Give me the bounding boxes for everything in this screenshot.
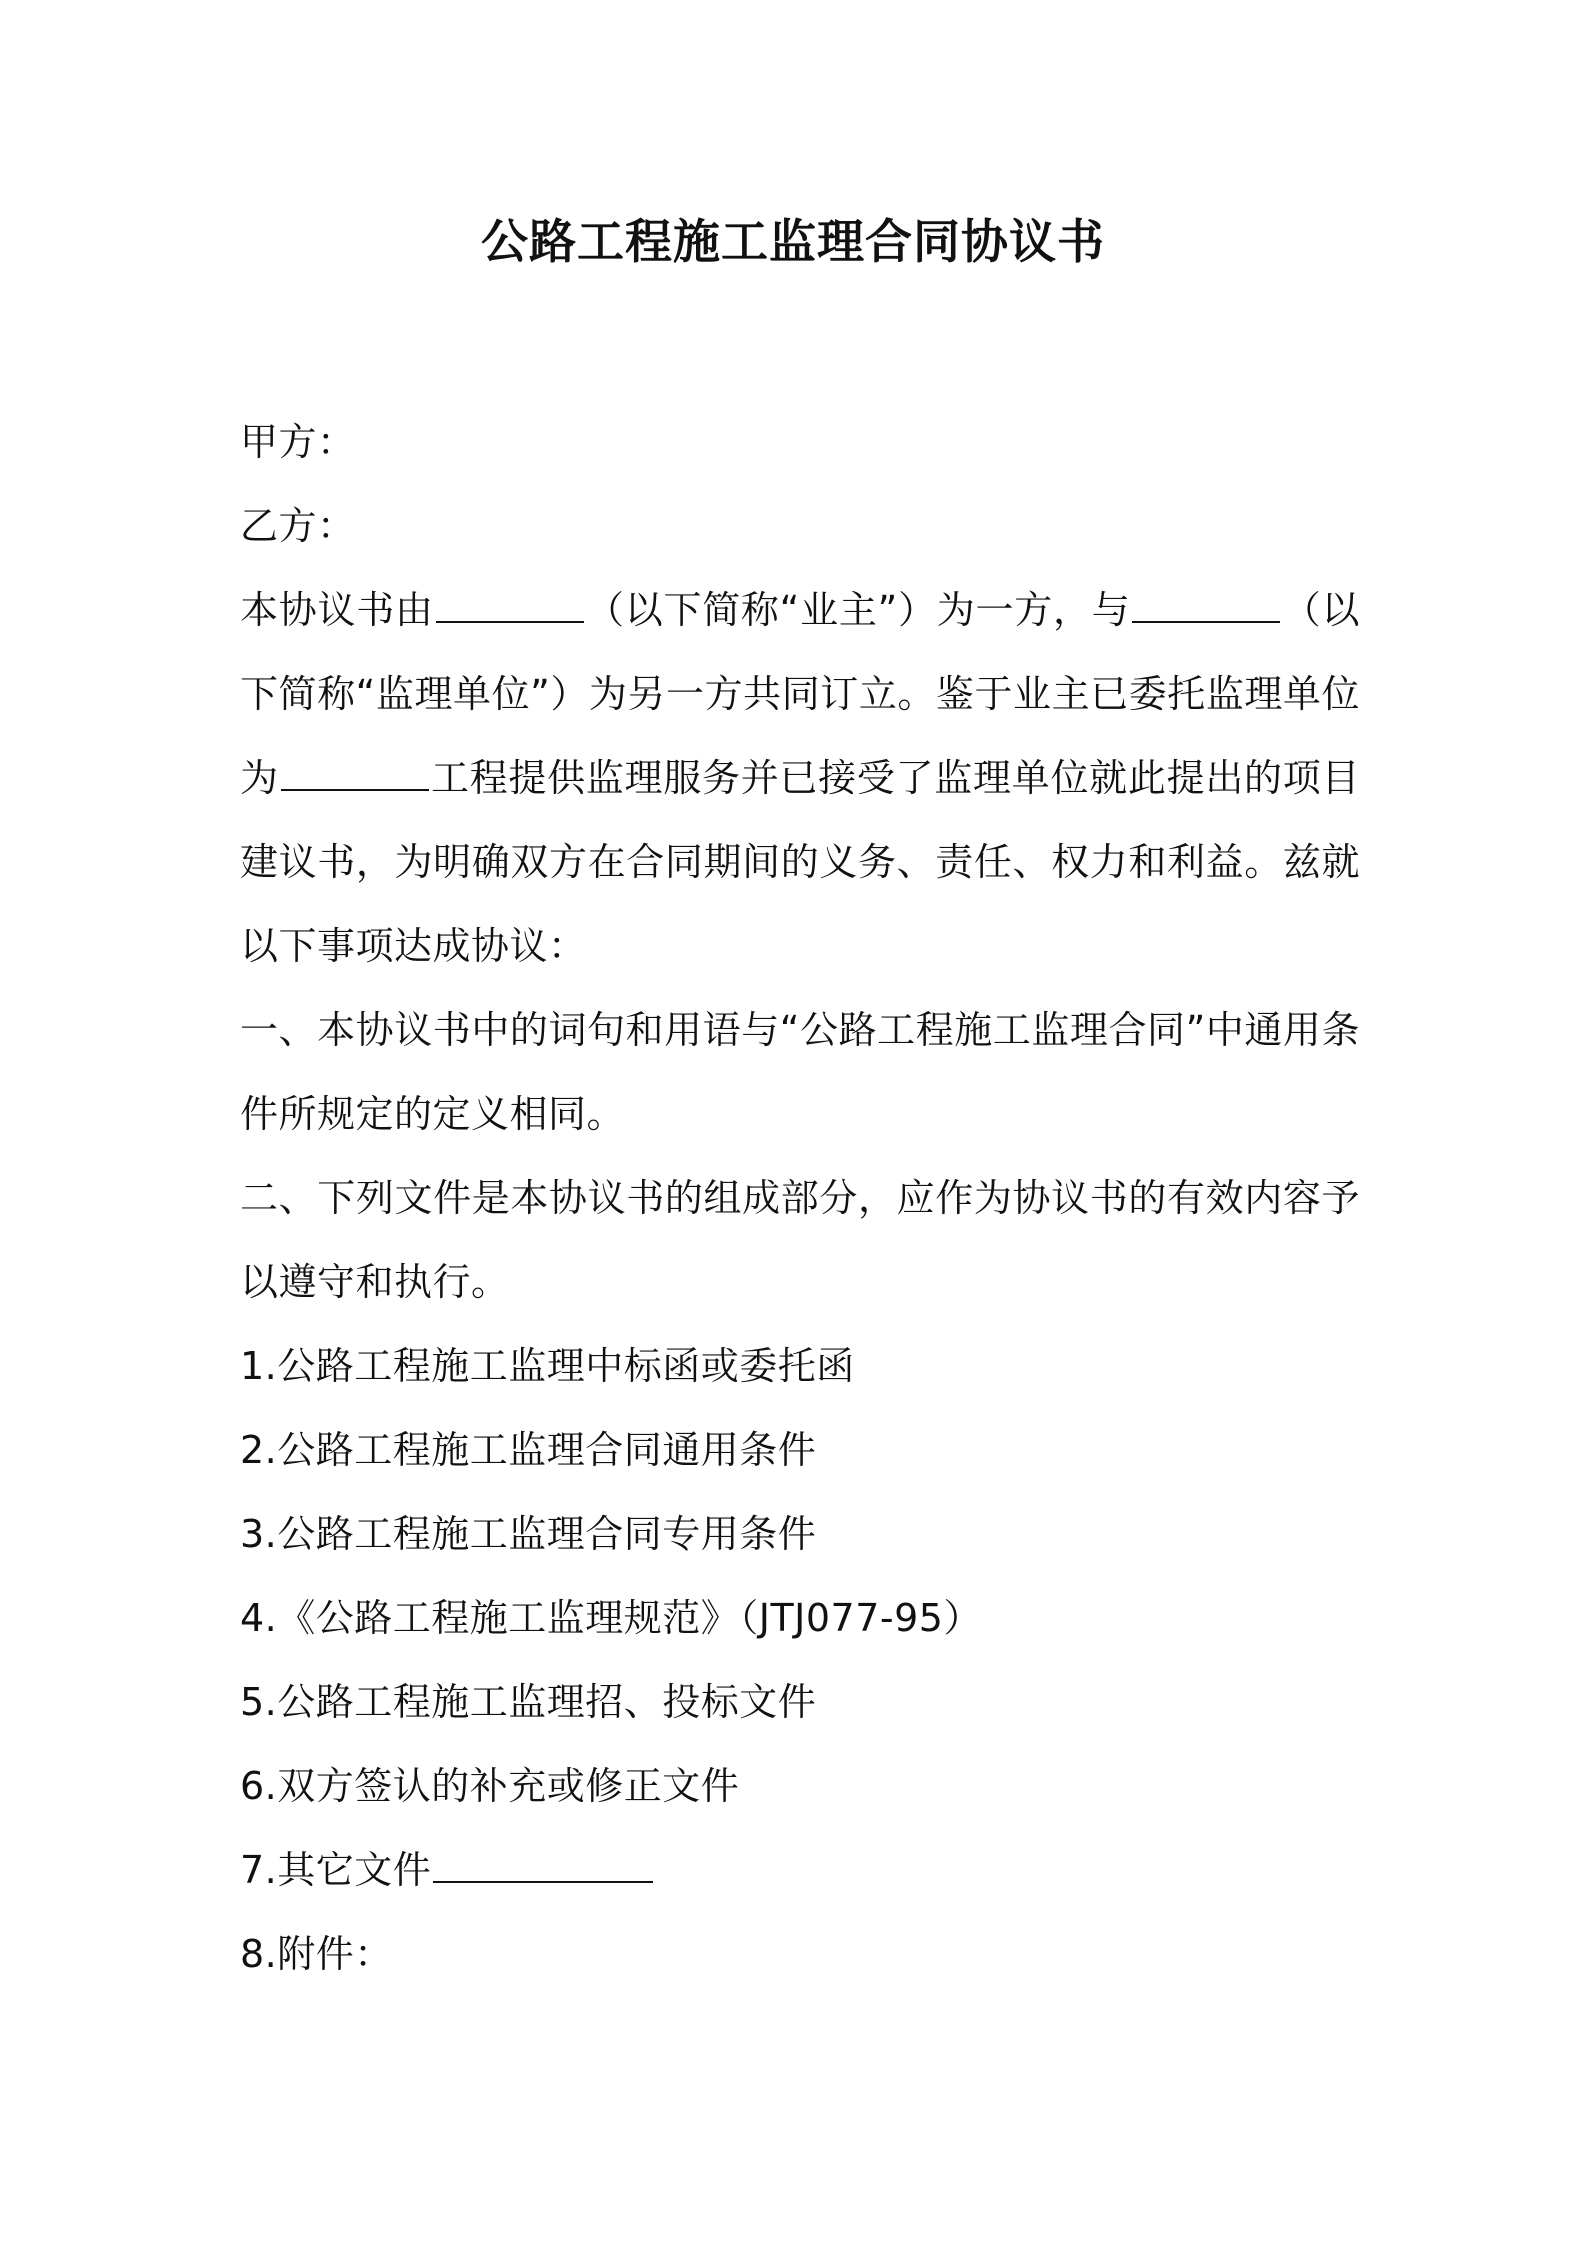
list-item: 5.公路工程施工监理招、投标文件 xyxy=(240,1680,817,1724)
clause-1: 一、本协议书中的词句和用语与“公路工程施工监理合同”中通用条件所规定的定义相同。 xyxy=(240,1008,1360,1136)
document-body xyxy=(240,400,1360,1996)
intro-text-3: （以下简称“监理单位”）为另一方共同订立。鉴于业主已委托监理单位为 xyxy=(240,588,1360,800)
list-item: 1.公路工程施工监理中标函或委托函 xyxy=(240,1344,855,1388)
other-docs-label: 7.其它文件 xyxy=(240,1848,432,1892)
document-title: 公路工程施工监理合同协议书 xyxy=(481,215,1105,270)
intro-text-2: （以下简称“业主”）为一方，与 xyxy=(585,588,1131,632)
project-name-blank[interactable] xyxy=(281,759,429,791)
other-docs-blank[interactable] xyxy=(433,1851,653,1883)
list-item: 4.《公路工程施工监理规范》（JTJ077-95） xyxy=(240,1596,982,1640)
supervisor-name-blank[interactable] xyxy=(1132,591,1280,623)
list-item-other-docs xyxy=(240,1828,1360,1912)
list-item: 2.公路工程施工监理合同通用条件 xyxy=(240,1428,817,1472)
intro-text-4: 工程提供监理服务并已接受了监理单位就此提出的项目建议书，为明确双方在合同期间的义务、责任、权力和利益。兹就以下事项达成协议： xyxy=(240,756,1360,968)
intro-text-1: 本协议书由 xyxy=(240,588,434,632)
party-b-line: 乙方： xyxy=(240,504,356,548)
list-item: 3.公路工程施工监理合同专用条件 xyxy=(240,1512,817,1556)
party-a-line: 甲方： xyxy=(240,420,356,464)
list-item: 6.双方签认的补充或修正文件 xyxy=(240,1764,740,1808)
owner-name-blank[interactable] xyxy=(436,591,584,623)
list-item: 8.附件： xyxy=(240,1932,393,1976)
clause-2: 二、下列文件是本协议书的组成部分，应作为协议书的有效内容予以遵守和执行。 xyxy=(240,1176,1360,1304)
intro-paragraph xyxy=(240,568,1360,988)
